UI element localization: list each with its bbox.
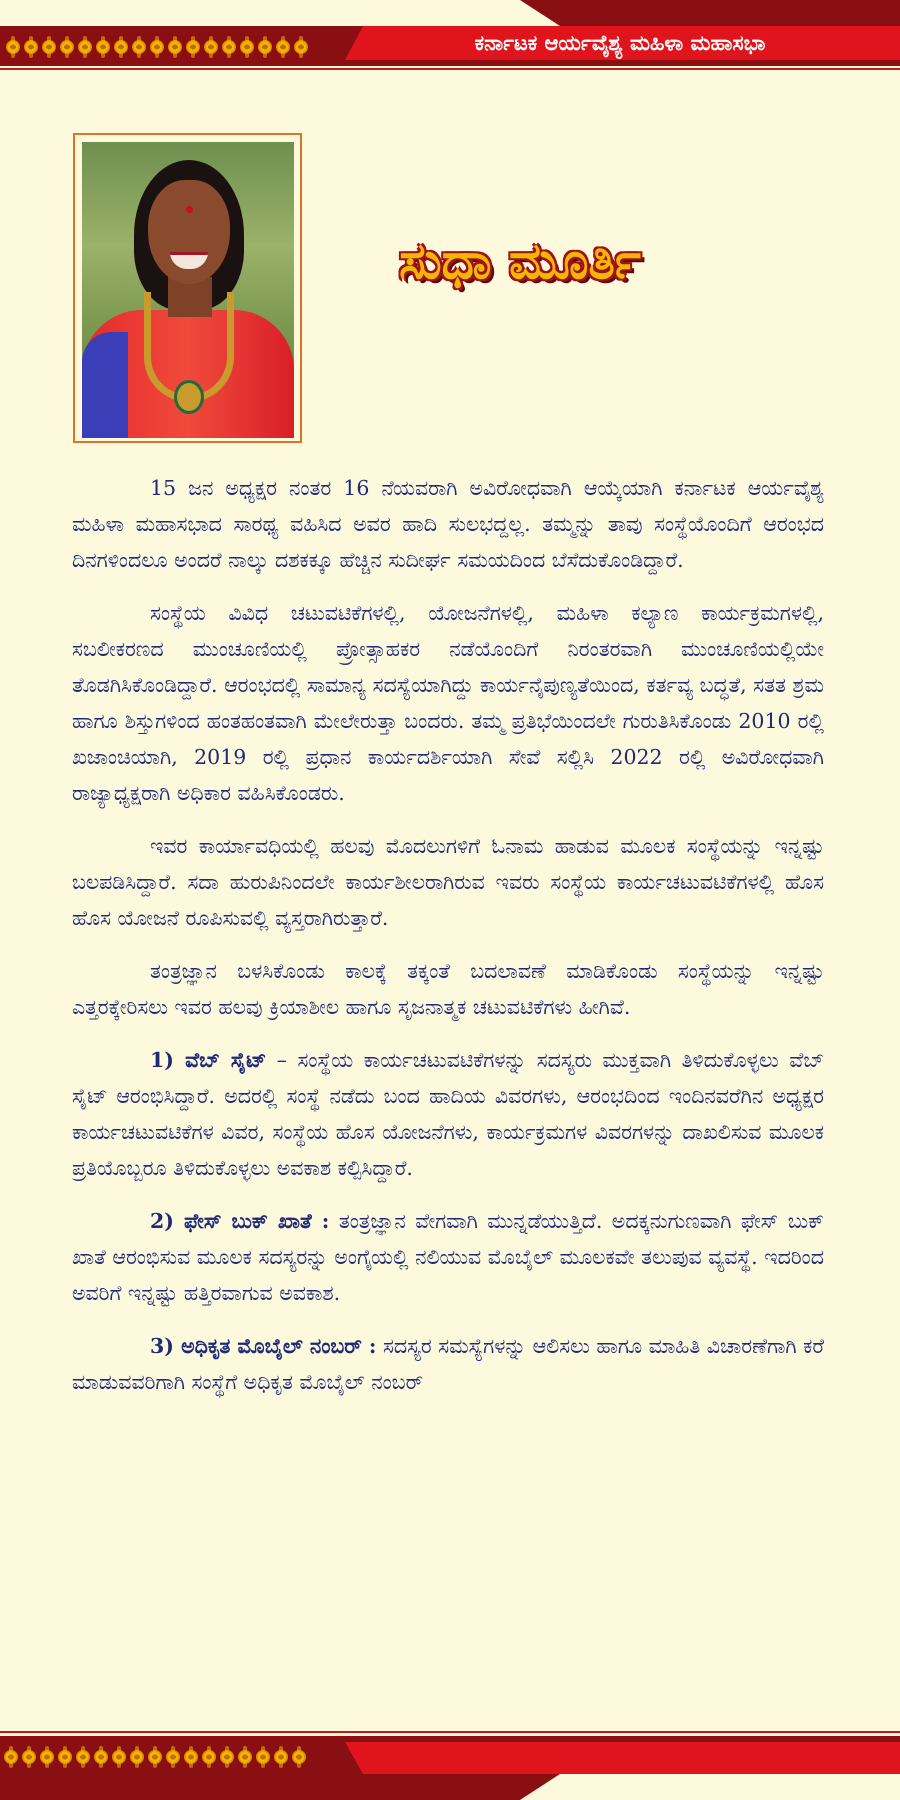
paragraph — [72, 595, 824, 811]
paragraph-text: ಇವರ ಕಾರ್ಯಾವಧಿಯಲ್ಲಿ ಹಲವು ಮೊದಲುಗಳಿಗೆ ಓನಾಮ ಹಾಡುವ ಮೂಲಕ ಸಂಸ್ಥೆಯನ್ನು ಇನ್ನಷ್ಟು ಬಲಪಡಿಸಿದ್ದಾರೆ. ಸದಾ ಹುರುಪಿನಿಂದಲೇ ಕಾರ್ಯಶೀಲರಾಗಿರುವ ಇವರು ಸಂಸ್ಥೆಯ ಕಾರ್ಯಚಟುವಟಿಕೆಗಳಲ್ಲಿ ಹೊಸ ಹೊಸ ಯೋಜನೆ ರೂಪಿಸುವಲ್ಲಿ ವ್ಯಸ್ತರಾಗಿರುತ್ತಾರೆ. — [72, 834, 824, 930]
footer-flower-border — [2, 1746, 308, 1768]
paragraph-text: 15 ಜನ ಅಧ್ಯಕ್ಷರ ನಂತರ 16 ನೆಯವರಾಗಿ ಅವಿರೋಧವಾಗಿ ಆಯ್ಕೆಯಾಗಿ ಕರ್ನಾಟಕ ಆರ್ಯವೈಶ್ಯ ಮಹಿಳಾ ಮಹಾಸಭಾದ ಸಾರಥ್ಯ ವಹಿಸಿದ ಅವರ ಹಾದಿ ಸುಲಭದ್ದಲ್ಲ. ತಮ್ಮನ್ನು ತಾವು ಸಂಸ್ಥೆಯೊಂದಿಗೆ ಆರಂಭದ ದಿನಗಳಿಂದಲೂ ಅಂದರೆ ನಾಲ್ಕು ದಶಕಕ್ಕೂ ಹೆಚ್ಚಿನ ಸುದೀರ್ಘ ಸಮಯದಿಂದ ಬೆಸೆದುಕೊಂಡಿದ್ದಾರೆ. — [72, 476, 824, 572]
paragraph — [72, 953, 824, 1025]
paragraph-text: ಸದಸ್ಯರ ಸಮಸ್ಯೆಗಳನ್ನು ಆಲಿಸಲು ಹಾಗೂ ಮಾಹಿತಿ ವಿಚಾರಣೆಗಾಗಿ ಕರೆ ಮಾಡುವವರಿಗಾಗಿ ಸಂಸ್ಥೆಗೆ ಅಧಿಕೃತ ಮೊಬೈಲ್ ನಂಬರ್ — [72, 1334, 824, 1394]
header-flower-border — [4, 36, 310, 58]
footer-red-strip — [345, 1742, 900, 1774]
flower-icon — [184, 36, 202, 58]
flower-icon — [4, 36, 22, 58]
flower-icon — [74, 1746, 92, 1768]
portrait-photo — [82, 142, 294, 438]
flower-icon — [220, 36, 238, 58]
paragraph-text: ತಂತ್ರಜ್ಞಾನ ಬಳಸಿಕೊಂಡು ಕಾಲಕ್ಕೆ ತಕ್ಕಂತೆ ಬದಲಾವಣೆ ಮಾಡಿಕೊಂಡು ಸಂಸ್ಥೆಯನ್ನು ಇನ್ನಷ್ಟು ಎತ್ತರಕ್ಕೇರಿಸಲು ಇವರ ಹಲವು ಕ್ರಿಯಾಶೀಲ ಹಾಗೂ ಸೃಜನಾತ್ಮಕ ಚಟುವಟಿಕೆಗಳು ಹೀಗಿವೆ. — [72, 959, 824, 1019]
paragraph-facebook — [72, 1203, 824, 1311]
flower-icon — [130, 36, 148, 58]
flower-icon — [274, 36, 292, 58]
paragraph-lead: 2) ಫೇಸ್ ಬುಕ್ ಖಾತೆ : — [150, 1209, 330, 1233]
footer-band — [0, 1728, 900, 1800]
paragraph-text: – ಸಂಸ್ಥೆಯ ಕಾರ್ಯಚಟುವಟಿಕೆಗಳನ್ನು ಸದಸ್ಯರು ಮುಕ್ತವಾಗಿ ತಿಳಿದುಕೊಳ್ಳಲು ವೆಬ್ ಸೈಟ್ ಆರಂಭಿಸಿದ್ದಾರೆ. ಅದರಲ್ಲಿ ಸಂಸ್ಥೆ ನಡೆದು ಬಂದ ಹಾದಿಯ ವಿವರಗಳು, ಆರಂಭದಿಂದ ಇಂದಿನವರೆಗಿನ ಅಧ್ಯಕ್ಷರ ಕಾರ್ಯಚಟುವಟಿಕೆಗಳ ವಿವರ, ಸಂಸ್ಥೆಯ ಹೊಸ ಯೋಜನೆಗಳು, ಕಾರ್ಯಕ್ರಮಗಳ ವಿವರಗಳನ್ನು ದಾಖಲಿಸುವ ಮೂಲಕ ಪ್ರತಿಯೊಬ್ಬರೂ ತಿಳಿದುಕೊಳ್ಳಲು ಅವಕಾಶ ಕಲ್ಪಿಸಿದ್ದಾರೆ. — [72, 1048, 824, 1180]
flower-icon — [238, 36, 256, 58]
flower-icon — [58, 36, 76, 58]
photo-pendant — [174, 380, 204, 414]
photo-bindi — [186, 206, 193, 213]
flower-icon — [182, 1746, 200, 1768]
flower-icon — [272, 1746, 290, 1768]
header-rule — [0, 68, 900, 70]
flower-icon — [254, 1746, 272, 1768]
paragraph-text: ಸಂಸ್ಥೆಯ ವಿವಿಧ ಚಟುವಟಿಕೆಗಳಲ್ಲಿ, ಯೋಜನೆಗಳಲ್ಲಿ, ಮಹಿಳಾ ಕಲ್ಯಾಣ ಕಾರ್ಯಕ್ರಮಗಳಲ್ಲಿ, ಸಬಲೀಕರಣದ ಮುಂಚೂಣಿಯಲ್ಲಿ ಪ್ರೋತ್ಸಾಹಕರ ನಡೆಯೊಂದಿಗೆ ನಿರಂತರವಾಗಿ ಮುಂಚೂಣಿಯಲ್ಲಿಯೇ ತೊಡಗಿಸಿಕೊಂಡಿದ್ದಾರೆ. ಆರಂಭದಲ್ಲಿ ಸಾಮಾನ್ಯ ಸದಸ್ಯೆಯಾಗಿದ್ದು ಕಾರ್ಯನೈಪುಣ್ಯತೆಯಿಂದ, ಕರ್ತವ್ಯ ಬದ್ಧತೆ, ಸತತ ಶ್ರಮ ಹಾಗೂ ಶಿಸ್ತುಗಳಿಂದ ಹಂತಹಂತವಾಗಿ ಮೇಲೇರುತ್ತಾ ಬಂದರು. ತಮ್ಮ ಪ್ರತಿಭೆಯಿಂದಲೇ ಗುರುತಿಸಿಕೊಂಡು 2010 ರಲ್ಲಿ ಖಜಾಂಚಿಯಾಗಿ, 2019 ರಲ್ಲಿ ಪ್ರಧಾನ ಕಾರ್ಯದರ್ಶಿಯಾಗಿ ಸೇವೆ ಸಲ್ಲಿಸಿ 2022 ರಲ್ಲಿ ಅವಿರೋಧವಾಗಿ ರಾಜ್ಯಾಧ್ಯಕ್ಷರಾಗಿ ಅಧಿಕಾರ ವಹಿಸಿಕೊಂಡರು. — [72, 601, 824, 805]
flower-icon — [166, 36, 184, 58]
flower-icon — [94, 36, 112, 58]
flower-icon — [112, 36, 130, 58]
flower-icon — [22, 36, 40, 58]
flower-icon — [110, 1746, 128, 1768]
flower-icon — [236, 1746, 254, 1768]
paragraph-lead: 3) ಅಧಿಕೃತ ಮೊಬೈಲ್ ನಂಬರ್ : — [150, 1334, 377, 1358]
paragraph — [72, 828, 824, 936]
flower-icon — [56, 1746, 74, 1768]
org-title: ಕರ್ನಾಟಕ ಆರ್ಯವೈಶ್ಯ ಮಹಿಳಾ ಮಹಾಸಭಾ — [474, 31, 766, 55]
flower-icon — [292, 36, 310, 58]
flower-icon — [202, 36, 220, 58]
flower-icon — [218, 1746, 236, 1768]
flower-icon — [200, 1746, 218, 1768]
paragraph-text: ತಂತ್ರಜ್ಞಾನ ವೇಗವಾಗಿ ಮುನ್ನಡೆಯುತ್ತಿದೆ. ಅದಕ್ಕನುಗುಣವಾಗಿ ಫೇಸ್ ಬುಕ್ ಖಾತೆ ಆರಂಭಿಸುವ ಮೂಲಕ ಸದಸ್ಯರನ್ನು ಅಂಗೈಯಲ್ಲಿ ನಲಿಯುವ ಮೊಬೈಲ್ ಮೂಲಕವೇ ತಲುಪುವ ವ್ಯವಸ್ಥೆ. ಇದರಿಂದ ಅವರಿಗೆ ಇನ್ನಷ್ಟು ಹತ್ತಿರವಾಗುವ ಅವಕಾಶ. — [72, 1209, 824, 1305]
flower-icon — [2, 1746, 20, 1768]
paragraph-mobile — [72, 1328, 824, 1400]
flower-icon — [20, 1746, 38, 1768]
paragraph-website — [72, 1042, 824, 1186]
header-band — [0, 0, 900, 70]
flower-icon — [256, 36, 274, 58]
flower-icon — [40, 36, 58, 58]
flower-icon — [146, 1746, 164, 1768]
photo-blouse — [82, 332, 128, 438]
paragraph-lead: 1) ವೆಬ್ ಸೈಟ್ — [150, 1048, 267, 1072]
profile-name: ಸುಧಾ ಮೂರ್ತಿ — [399, 232, 641, 290]
flower-icon — [148, 36, 166, 58]
footer-rule — [0, 1731, 900, 1733]
flower-icon — [164, 1746, 182, 1768]
flower-icon — [92, 1746, 110, 1768]
flower-icon — [128, 1746, 146, 1768]
article-body — [72, 470, 824, 1417]
flower-icon — [76, 36, 94, 58]
flower-icon — [290, 1746, 308, 1768]
flower-icon — [38, 1746, 56, 1768]
paragraph — [72, 470, 824, 578]
